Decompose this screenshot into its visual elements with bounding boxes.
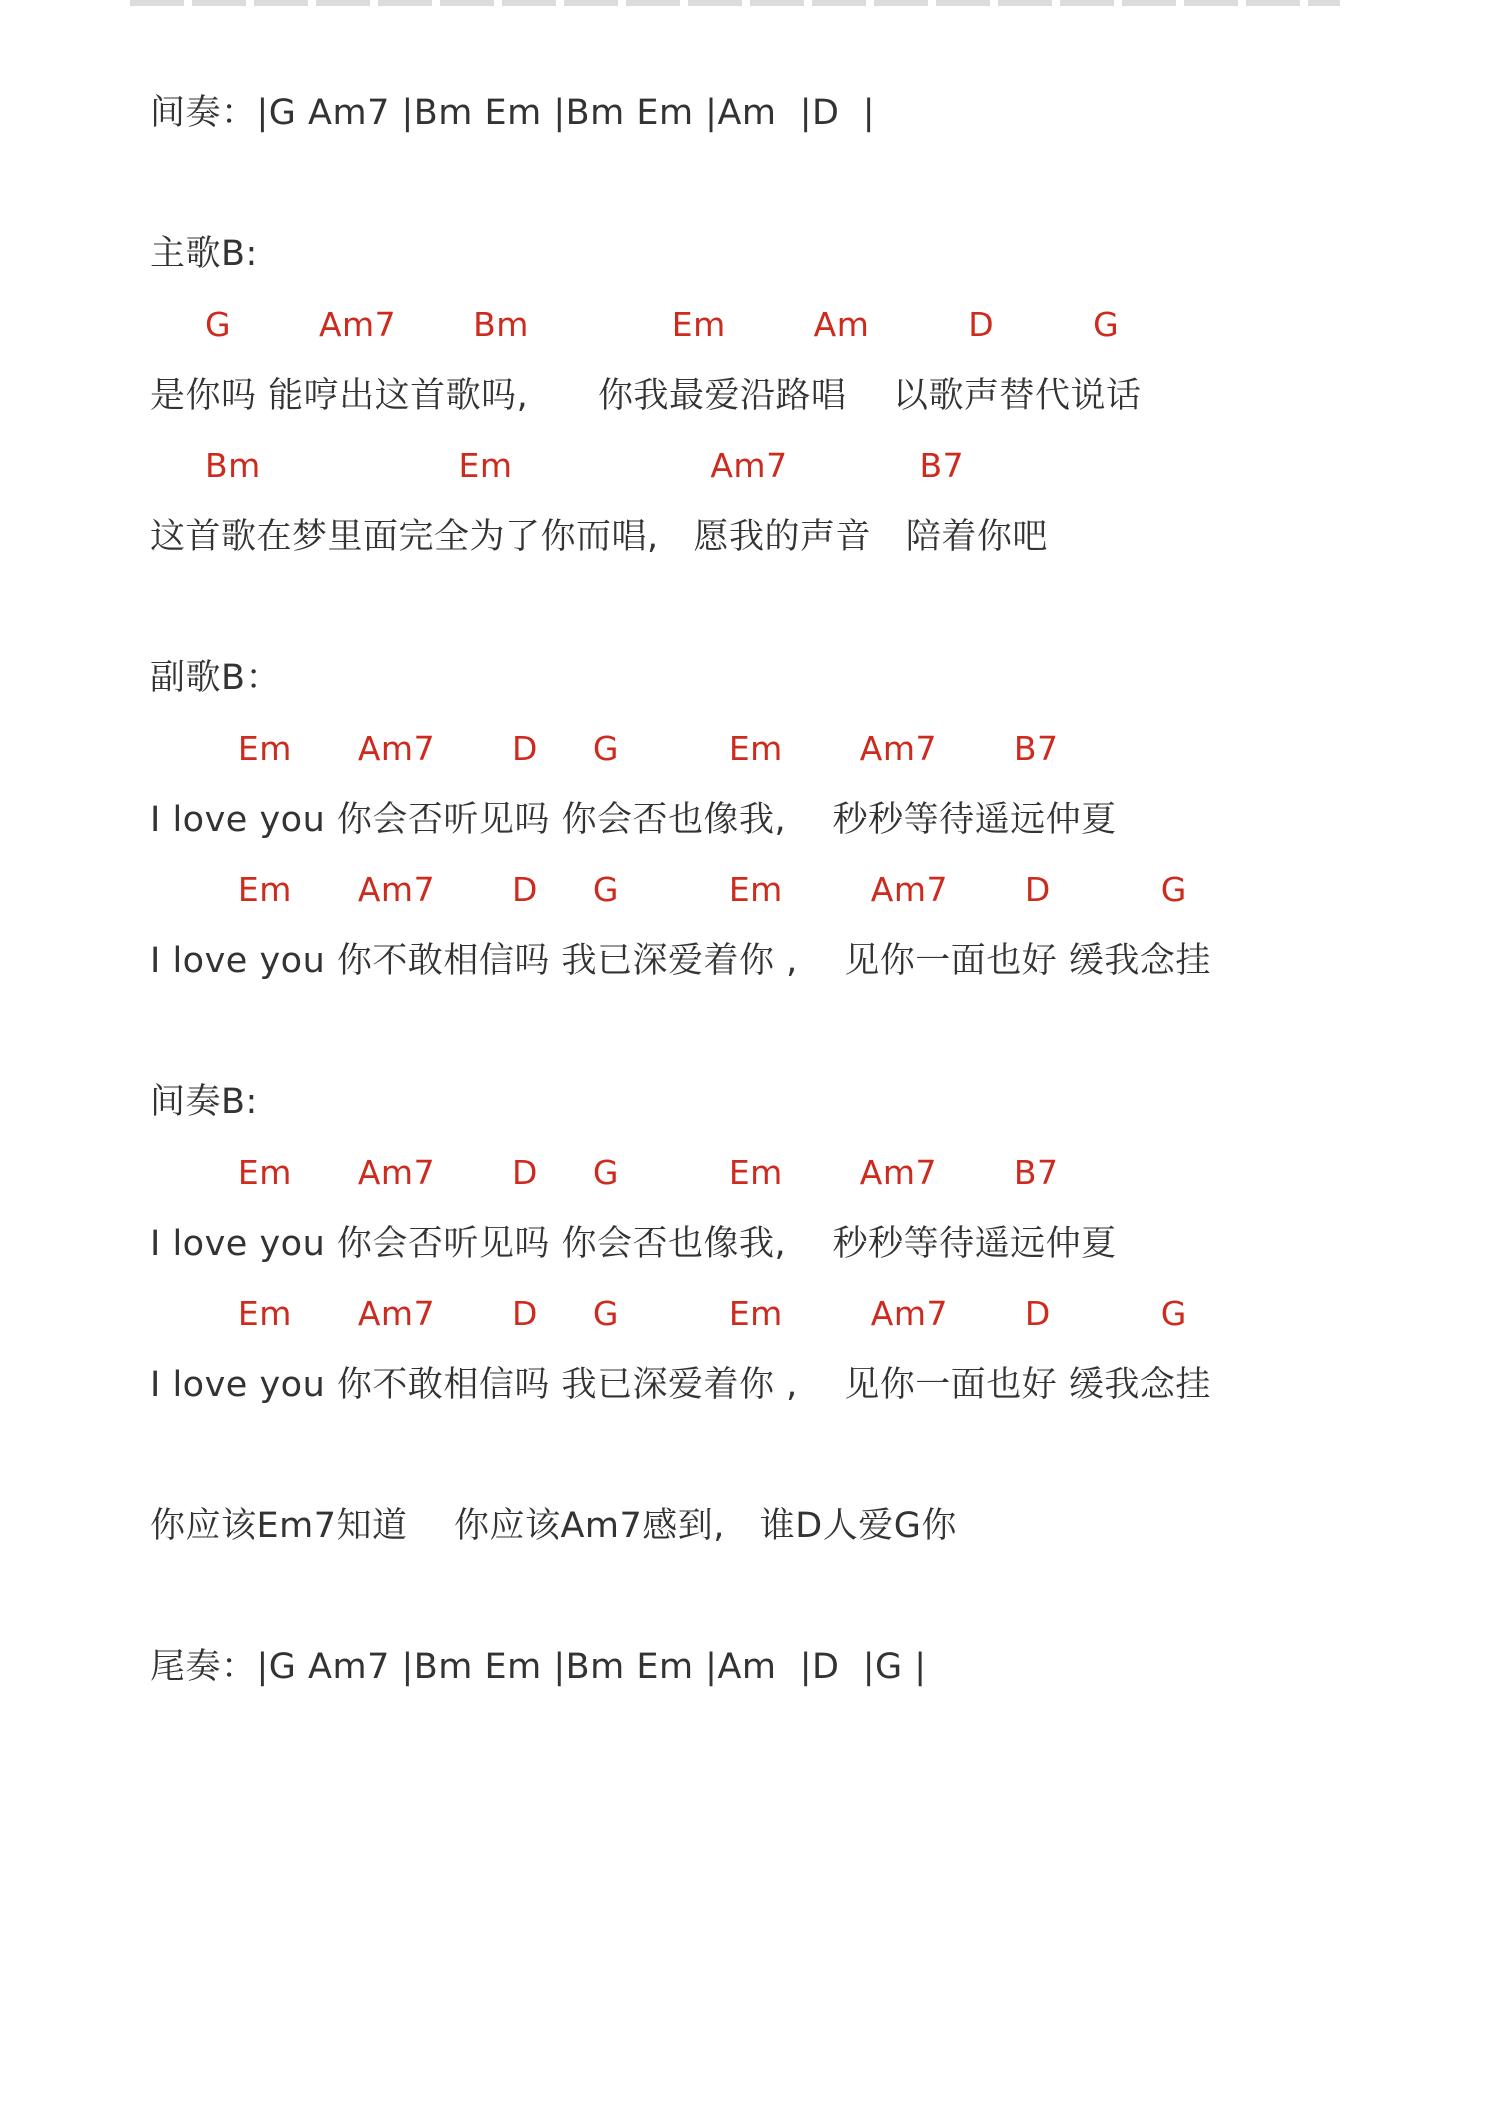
lyric-line: I love you 你会否听见吗 你会否也像我, 秒秒等待遥远仲夏 <box>150 800 1117 840</box>
lyric-line: I love you 你不敢相信吗 我已深爱着你 , 见你一面也好 缓我念挂 <box>150 941 1211 981</box>
interlude-line: 间奏：|G Am7 |Bm Em |Bm Em |Am |D | <box>150 93 876 133</box>
bridge-line: 你应该Em7知道 你应该Am7感到, 谁D人爱G你 <box>150 1506 957 1546</box>
chord-line: Em Am7 D G Em Am7 D G <box>150 870 1187 909</box>
lyric-line: I love you 你会否听见吗 你会否也像我, 秒秒等待遥远仲夏 <box>150 1224 1117 1264</box>
chord-line: Em Am7 D G Em Am7 B7 <box>150 729 1059 768</box>
verse-b-heading: 主歌B: <box>150 234 258 274</box>
lyric-line: I love you 你不敢相信吗 我已深爱着你 , 见你一面也好 缓我念挂 <box>150 1365 1211 1405</box>
chorus-b-heading: 副歌B： <box>150 658 282 698</box>
chord-line: G Am7 Bm Em Am D G <box>150 305 1120 344</box>
interlude-b-heading: 间奏B: <box>150 1082 258 1122</box>
chord-line: Em Am7 D G Em Am7 B7 <box>150 1153 1059 1192</box>
chord-line: Bm Em Am7 B7 <box>150 446 965 485</box>
lyric-line: 这首歌在梦里面完全为了你而唱, 愿我的声音 陪着你吧 <box>150 517 1048 557</box>
lyric-line: 是你吗 能哼出这首歌吗, 你我最爱沿路唱 以歌声替代说话 <box>150 376 1142 416</box>
chord-line: Em Am7 D G Em Am7 D G <box>150 1294 1187 1333</box>
outro-line: 尾奏：|G Am7 |Bm Em |Bm Em |Am |D |G | <box>150 1647 927 1687</box>
